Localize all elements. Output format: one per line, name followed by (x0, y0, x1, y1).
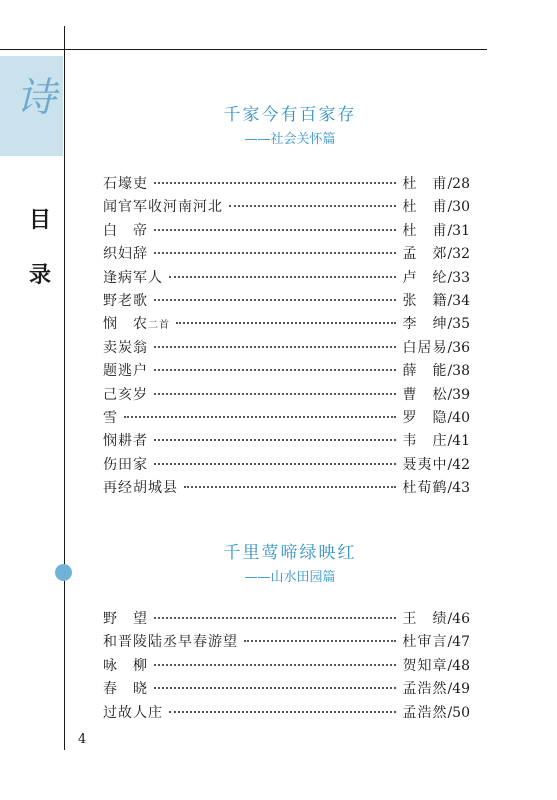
entry-title-text: 咏 柳 (103, 657, 148, 674)
entry-title (103, 407, 118, 427)
dot-leader (124, 416, 396, 418)
entry-page: /34 (447, 292, 470, 309)
entry-page: /42 (447, 456, 470, 473)
entry-page: /40 (447, 409, 470, 426)
entry-page: /48 (447, 657, 470, 674)
toc-entry[interactable] (103, 477, 470, 500)
section-title: 千里莺啼绿映红 (223, 543, 357, 563)
dot-leader (176, 322, 396, 324)
toc-entry[interactable] (103, 454, 470, 477)
toc-entry[interactable] (103, 173, 470, 196)
dot-leader (154, 252, 396, 254)
entry-author: 杜 甫 (402, 222, 448, 239)
entry-page: /46 (447, 611, 470, 627)
entry-title (103, 220, 148, 240)
entry-title (103, 477, 178, 497)
entry-title (103, 243, 148, 263)
entry-page: /43 (447, 480, 470, 497)
dot-leader (154, 617, 396, 619)
entry-page: /28 (447, 176, 470, 192)
entry-author: 杜荀鹤 (402, 480, 448, 497)
entry-title (103, 196, 223, 216)
toc-entry[interactable] (103, 655, 470, 678)
dot-leader (244, 640, 396, 642)
entry-title-text: 伤田家 (103, 456, 148, 473)
entry-title (103, 631, 238, 651)
toc-entry[interactable] (103, 313, 470, 336)
entry-title-text: 过故人庄 (103, 704, 163, 721)
entry-page: /30 (447, 199, 470, 216)
toc-label-1: 目 (28, 207, 51, 233)
toc-entry[interactable] (103, 430, 470, 453)
dot-leader (154, 299, 396, 301)
entry-page: /31 (447, 222, 470, 239)
entry-author: 孟浩然 (402, 681, 448, 698)
toc-entry[interactable] (103, 220, 470, 243)
margin-rule (64, 26, 65, 750)
page-number: 4 (78, 732, 87, 747)
entry-page: /36 (447, 339, 470, 356)
toc-list (103, 173, 470, 500)
entry-author: 杜审言 (402, 634, 448, 651)
toc-entry[interactable] (103, 702, 470, 725)
entry-title-text: 春 晓 (103, 681, 148, 698)
entry-page: /39 (447, 386, 470, 403)
dot-leader (154, 664, 396, 666)
toc-entry[interactable] (103, 608, 470, 631)
dot-leader (154, 182, 396, 184)
entry-title-text: 雪 (103, 409, 118, 426)
dot-leader (154, 346, 396, 348)
entry-title-text: 白 帝 (103, 222, 148, 239)
dot-leader (154, 369, 396, 371)
entry-title-text: 野老歌 (103, 292, 148, 309)
entry-author: 孟浩然 (402, 704, 448, 721)
entry-author: 孟 郊 (402, 246, 448, 263)
entry-title-text: 卖炭翁 (103, 339, 148, 356)
entry-title-text: 悯耕者 (103, 433, 148, 450)
entry-title (103, 337, 148, 357)
dot-leader (154, 687, 396, 689)
entry-title (103, 678, 148, 698)
entry-title-text: 和晋陵陆丞早春游望 (103, 634, 238, 651)
toc-label-2: 录 (28, 262, 51, 288)
entry-title (103, 290, 148, 310)
entry-title (103, 384, 148, 404)
entry-title-text: 悯 农 (103, 316, 148, 333)
toc-entry[interactable] (103, 360, 470, 383)
dot-leader (154, 439, 396, 441)
entry-title (103, 608, 148, 628)
dot-leader (169, 711, 396, 713)
section-dot-icon (55, 564, 72, 581)
entry-title-text: 织妇辞 (103, 246, 148, 263)
top-rule (0, 49, 487, 50)
entry-title (103, 702, 163, 722)
toc-entry[interactable] (103, 384, 470, 407)
entry-author: 罗 隐 (402, 409, 448, 426)
toc-entry[interactable] (103, 290, 470, 313)
dot-leader (154, 229, 396, 231)
entry-title (103, 313, 170, 333)
entry-title-text: 逢病军人 (103, 269, 163, 286)
dot-leader (184, 486, 396, 488)
entry-title-text: 闻官军收河南河北 (103, 199, 223, 216)
entry-title-text: 野 望 (103, 611, 148, 627)
entry-page: /41 (447, 433, 470, 450)
entry-author: 王 绩 (402, 611, 448, 627)
dot-leader (229, 205, 396, 207)
entry-page: /32 (447, 246, 470, 263)
section-subtitle: ——山水田园篇 (244, 570, 336, 585)
entry-title (103, 173, 148, 193)
entry-page: /50 (447, 704, 470, 721)
entry-author: 曹 松 (402, 386, 448, 403)
entry-author: 韦 庄 (402, 433, 448, 450)
entry-page: /49 (447, 681, 470, 698)
entry-page: /47 (447, 634, 470, 651)
entry-title (103, 430, 148, 450)
entry-title (103, 655, 148, 675)
entry-title-text: 己亥岁 (103, 386, 148, 403)
entry-title (103, 454, 148, 474)
dot-leader (154, 393, 396, 395)
toc-list (103, 608, 470, 725)
entry-author: 杜 甫 (402, 199, 448, 216)
dot-leader (169, 276, 396, 278)
entry-author: 张 籍 (402, 292, 448, 309)
entry-title-text: 题逃户 (103, 363, 148, 380)
entry-title-text: 石壕吏 (103, 176, 148, 192)
dot-leader (154, 463, 396, 465)
entry-author: 白居易 (402, 339, 448, 356)
entry-author: 聂夷中 (402, 456, 448, 473)
entry-title (103, 267, 163, 287)
entry-author: 薛 能 (402, 363, 448, 380)
entry-title (103, 360, 148, 380)
tab-glyph: 诗 (16, 75, 56, 121)
toc-entry[interactable] (103, 267, 470, 290)
section-title: 千家今有百家存 (223, 105, 357, 125)
toc-entry[interactable] (103, 337, 470, 360)
toc-entry[interactable] (103, 243, 470, 266)
entry-author: 杜 甫 (402, 176, 448, 192)
toc-entry[interactable] (103, 196, 470, 219)
entry-page: /33 (447, 269, 470, 286)
toc-entry[interactable] (103, 678, 470, 701)
entry-page: /35 (447, 316, 470, 333)
entry-author: 李 绅 (402, 316, 448, 333)
entry-title-note: 二首 (148, 320, 170, 332)
entry-title-text: 再经胡城县 (103, 480, 178, 497)
toc-entry[interactable] (103, 631, 470, 654)
entry-author: 卢 纶 (402, 269, 448, 286)
entry-author: 贺知章 (402, 657, 448, 674)
entry-page: /38 (447, 363, 470, 380)
toc-entry[interactable] (103, 407, 470, 430)
section-subtitle: ——社会关怀篇 (244, 132, 336, 147)
